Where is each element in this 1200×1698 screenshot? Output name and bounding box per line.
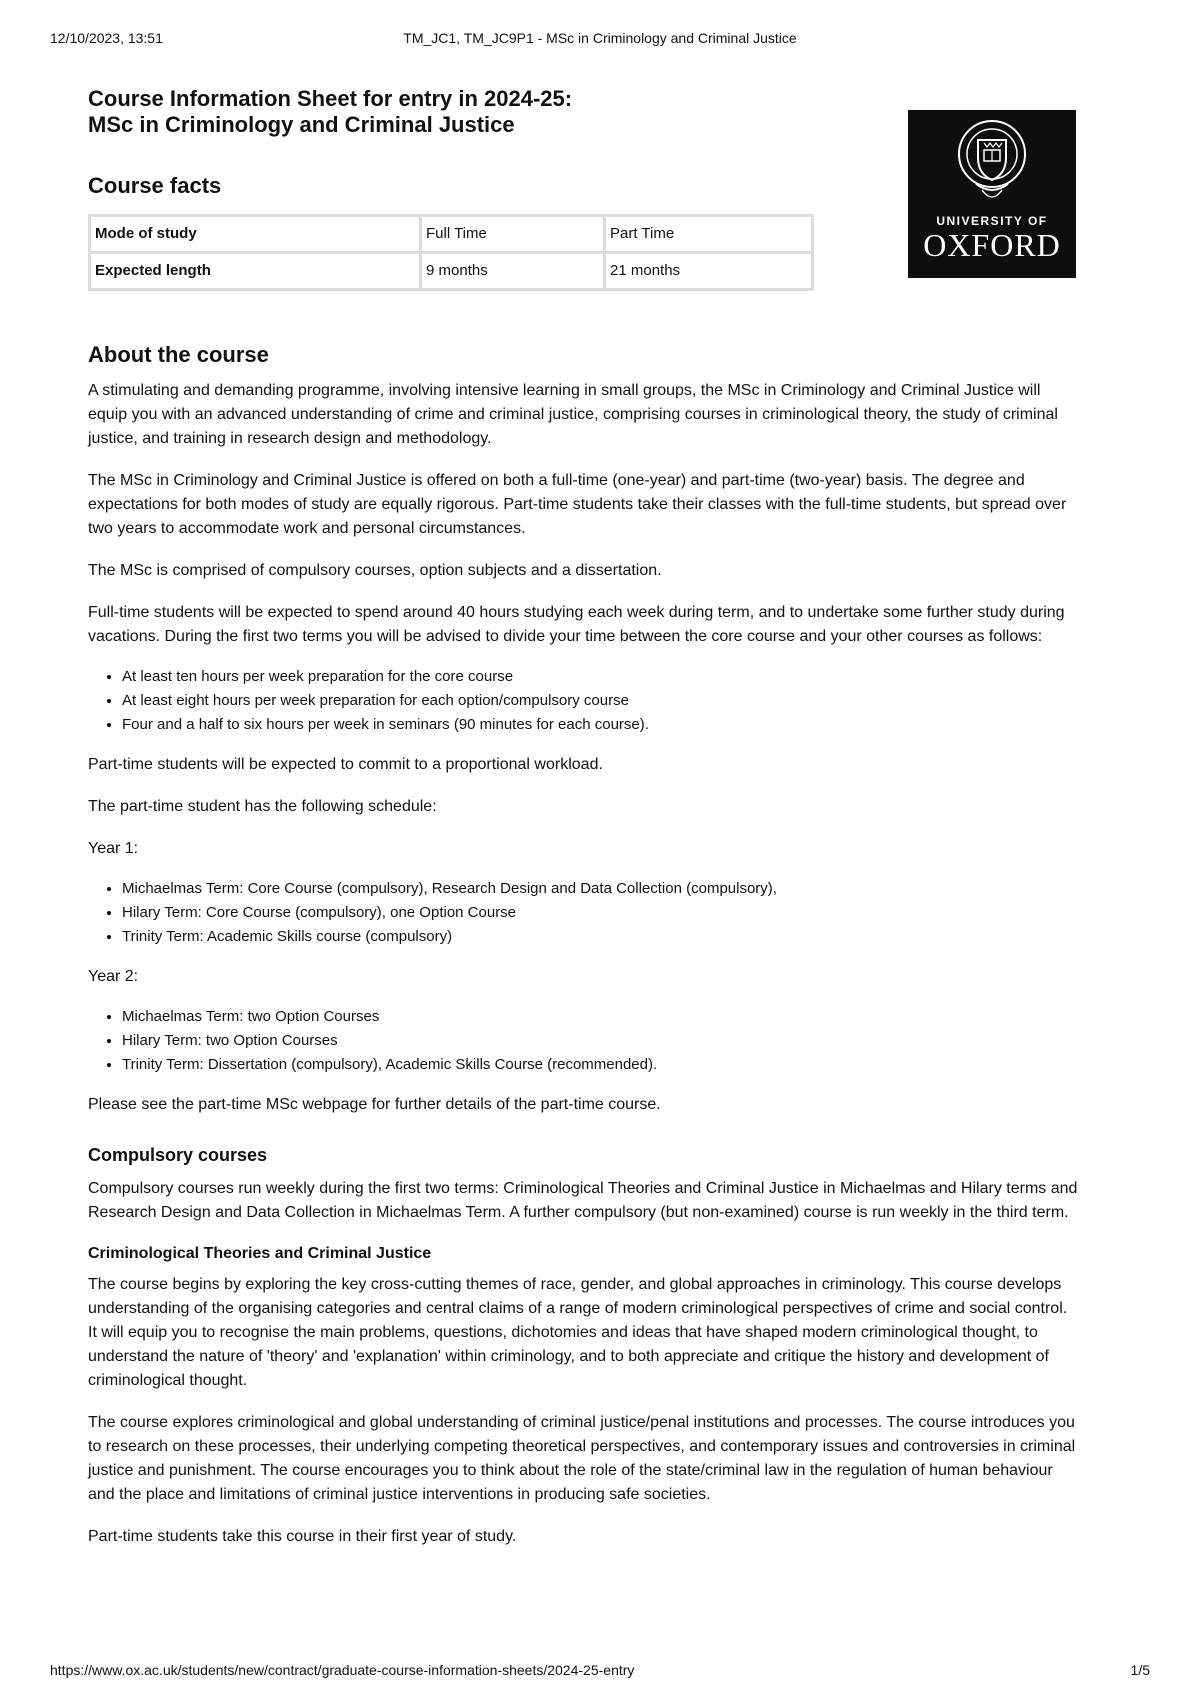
compulsory-courses-heading: Compulsory courses bbox=[88, 1145, 268, 1165]
logo-oxford: OXFORD bbox=[923, 227, 1061, 263]
table-row bbox=[90, 216, 813, 253]
course-facts-heading: Course facts bbox=[88, 173, 222, 198]
page-number: 1/5 bbox=[1130, 1662, 1150, 1678]
list-item: • At least ten hours per week preparation for the core course bbox=[122, 665, 1078, 689]
list-item: • Four and a half to six hours per week in seminars (90 minutes for each course). bbox=[122, 713, 1078, 737]
about-heading: About the course bbox=[88, 342, 269, 367]
list-item: • Trinity Term: Academic Skills course (compulsory) bbox=[122, 925, 1078, 949]
print-datetime: 12/10/2023, 13:51 bbox=[50, 30, 163, 46]
list-item: • Trinity Term: Dissertation (compulsory), Academic Skills Course (recommended). bbox=[122, 1053, 1078, 1077]
logo-university-of: UNIVERSITY OF bbox=[936, 214, 1048, 228]
table-row bbox=[90, 253, 813, 290]
full-time-cell: 9 months bbox=[421, 253, 605, 290]
title-line-2: MSc in Criminology and Criminal Justice bbox=[88, 112, 515, 137]
list-item: • Hilary Term: Core Course (compulsory), one Option Course bbox=[122, 901, 1078, 925]
year1-list bbox=[88, 877, 1078, 949]
course-facts-table bbox=[88, 214, 814, 291]
workload-list bbox=[88, 665, 1078, 737]
title-line-1: Course Information Sheet for entry in 2024-25: bbox=[88, 86, 573, 111]
part-time-cell: 21 months bbox=[605, 253, 813, 290]
paragraph: The course explores criminological and global understanding of criminal justice/penal institutions and processes. The course introduces you to research on these processes, their underlying competing theoretical perspectives, and contemporary issues and controversies in criminal justice and punishment. The course encourages you to think about the role of the state/criminal law in the regulation of human behaviour and the place and limitations of criminal justice interventions in producing safe societies. bbox=[88, 1414, 1076, 1503]
print-footer bbox=[50, 1662, 1150, 1678]
print-page-title: TM_JC1, TM_JC9P1 - MSc in Criminology and Criminal Justice bbox=[403, 30, 797, 46]
document-content bbox=[88, 86, 1078, 1567]
list-item: • Michaelmas Term: two Option Courses bbox=[122, 1005, 1078, 1029]
year1-label: Year 1: bbox=[88, 840, 139, 857]
paragraph: Part-time students will be expected to commit to a proportional workload. bbox=[88, 756, 603, 773]
row-label: Mode of study bbox=[90, 216, 421, 253]
footer-url: https://www.ox.ac.uk/students/new/contract/graduate-course-information-sheets/2024-25-entry bbox=[50, 1662, 635, 1678]
paragraph: A stimulating and demanding programme, involving intensive learning in small groups, the MSc in Criminology and Criminal Justice will equip you with an advanced understanding of crime and criminal justice, comprising courses in criminological theory, the study of criminal justice, and training in research design and methodology. bbox=[88, 382, 1058, 447]
paragraph: Please see the part-time MSc webpage for further details of the part-time course. bbox=[88, 1096, 661, 1113]
paragraph: The MSc in Criminology and Criminal Justice is offered on both a full-time (one-year) and part-time (two-year) basis. The degree and expectations for both modes of study are equally rigorous. Part-time students take their classes with the full-time students, but spread over two years to accommodate work and personal circumstances. bbox=[88, 472, 1067, 537]
year2-label: Year 2: bbox=[88, 968, 139, 985]
full-time-cell: Full Time bbox=[421, 216, 605, 253]
list-item: • Michaelmas Term: Core Course (compulsory), Research Design and Data Collection (compulsory), bbox=[122, 877, 1078, 901]
paragraph: The MSc is comprised of compulsory courses, option subjects and a dissertation. bbox=[88, 562, 662, 579]
criminological-theories-heading: Criminological Theories and Criminal Justice bbox=[88, 1245, 432, 1262]
row-label: Expected length bbox=[90, 253, 421, 290]
paragraph: The part-time student has the following schedule: bbox=[88, 798, 437, 815]
part-time-cell: Part Time bbox=[605, 216, 813, 253]
print-header bbox=[50, 30, 1150, 46]
paragraph: Part-time students take this course in their first year of study. bbox=[88, 1528, 517, 1545]
paragraph: Full-time students will be expected to spend around 40 hours studying each week during term, and to undertake some further study during vacations. During the first two terms you will be advised to divide your time between the core course and your other courses as follows: bbox=[88, 604, 1065, 645]
year2-list bbox=[88, 1005, 1078, 1077]
list-item: • At least eight hours per week preparation for each option/compulsory course bbox=[122, 689, 1078, 713]
paragraph: Compulsory courses run weekly during the first two terms: Criminological Theories and Criminal Justice in Michaelmas and Hilary terms and Research Design and Data Collection in Michaelmas Term. A further compulsory (but non-examined) course is run weekly in the third term. bbox=[88, 1180, 1078, 1221]
paragraph: The course begins by exploring the key cross-cutting themes of race, gender, and global approaches in criminology. This course develops understanding of the organising categories and central claims of a range of modern criminological perspectives of crime and social control. It will equip you to recognise the main problems, questions, dichotomies and ideas that have shaped modern criminological thought, to understand the nature of 'theory' and 'explanation' within criminology, and to both appreciate and critique the history and development of criminological thought. bbox=[88, 1276, 1068, 1389]
document-title bbox=[88, 86, 848, 138]
list-item: • Hilary Term: two Option Courses bbox=[122, 1029, 1078, 1053]
